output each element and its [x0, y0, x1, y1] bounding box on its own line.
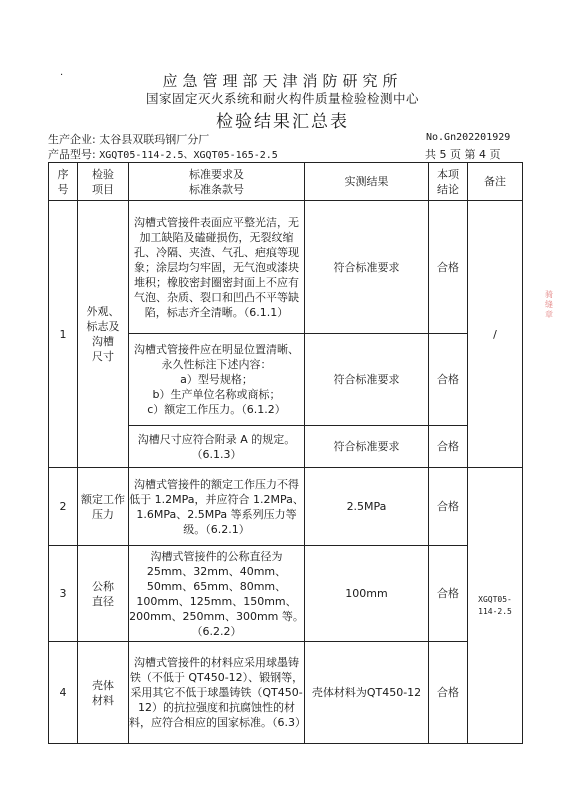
row-requirement: 沟槽式管接件的公称直径为 25mm、32mm、40mm、50mm、65mm、80mm、100mm、125mm、150mm、200mm、250mm、300mm 等。（6.2.2） [129, 546, 305, 642]
center-name: 国家固定灭火系统和耐火构件质量检验检测中心 [145, 91, 419, 106]
header-result: 实测结果 [305, 163, 429, 201]
row-item: 外观、 标志及 沟槽 尺寸 [78, 201, 129, 468]
header-remark: 备注 [468, 163, 523, 201]
row-conclusion: 合格 [429, 201, 468, 334]
seam-stamp: 骑缝章 [545, 290, 553, 319]
row-item: 壳体 材料 [78, 642, 129, 744]
row-number: 1 [49, 201, 78, 468]
row-requirement: 沟槽式管接件应在明显位置清晰、永久性标注下述内容： a）型号规格； b）生产单位名称或商标； c）额定工作压力。（6.1.2） [129, 334, 305, 426]
results-table [48, 162, 523, 744]
row-item: 公称 直径 [78, 546, 129, 642]
row-conclusion: 合格 [429, 426, 468, 468]
row-result: 符合标准要求 [305, 426, 429, 468]
report-number: No.Gn202201929 [426, 132, 511, 143]
table-row [49, 201, 523, 334]
row-conclusion: 合格 [429, 546, 468, 642]
row-requirement: 沟槽式管接件表面应平整光洁，无加工缺陷及磕碰损伤，无裂纹缩孔、冷隔、夹渣、气孔、疤痕等现象；涂层均匀牢固，无气泡或漆块堆积；橡胶密封圈密封面上不应有气泡、杂质、裂口和凹凸不平等缺陷，标志齐全清晰。（6.1.1） [129, 201, 305, 334]
row-remark: / [468, 201, 523, 468]
table-row [49, 468, 523, 546]
header-item: 检验 项目 [78, 163, 129, 201]
row-requirement: 沟槽式管接件的材料应采用球墨铸铁（不低于 QT450-12）、锻钢等，采用其它不低于球墨铸铁（QT450-12）的抗拉强度和抗腐蚀性的材料，应符合相应的国家标准。（6.3） [129, 642, 305, 744]
institute-name: 应急管理部天津消防研究所 [162, 72, 403, 90]
header-requirement: 标准要求及 标准条款号 [129, 163, 305, 201]
page-info: 共 5 页 第 4 页 [425, 148, 501, 161]
row-result: 2.5MPa [305, 468, 429, 546]
row-conclusion: 合格 [429, 468, 468, 546]
document-page: · 应急管理部天津消防研究所 国家固定灭火系统和耐火构件质量检验检测中心 检验结果汇总表 生产企业: 太谷县双联玛钢厂分厂 No.Gn202201929 产品型号: XGQT05-114-2.5、XGQT05-165-2.5 共 5 页 第 4 页 骑缝章 序 号 检验 项目 标准要求及 标准条款号 实测结果 本项 结论 备注 1 外观、 标志及 沟槽 尺寸 沟槽式管接件表面应平整光洁，无加工缺陷及磕碰损伤，无裂纹缩孔、冷隔、夹渣、气孔、疤痕等现象；涂层均匀牢固，无气泡或漆块堆积；橡胶密封圈密封面上不应有气泡、杂质、裂口和凹凸不平等缺陷，标志齐全清晰。（6.1.1） 符合标准要求 合格 / 沟槽式管接件应在明显位置清晰、永久性标注下述内容： a）型号规格； b）生产单位名称或商标； c）额定工作压力。（6.1.2） 符合标准要求 合格 沟槽尺寸应符合附录 A 的规定。（6.1.3） 符合标准要求 合格 2 额定工作 压力 沟槽式管接件的额定工作压力不得低于 1.2MPa，并应符合 1.2MPa、1.6MPa、2.5MPa 等系列压力等级。（6.2.1） 2.5MPa 合格 XGQT05- 114-2.5 3 公称 直径 沟槽式管接件的公称直径为 25mm、32mm、40mm、50mm、65mm、80mm、100mm、125mm、150mm、200mm、250mm、300mm 等。（6.2.2） 100mm 合格 4 壳体 材料 沟槽式管接件的材料应采用球墨铸铁（不低于 QT450-12）、锻钢等，采用其它不低于球墨铸铁（QT450-12）的抗拉强度和抗腐蚀性的材料，应符合相应的国家标准。（6.3） 壳体材料为QT450-12 合格 [0, 0, 565, 800]
row-conclusion: 合格 [429, 642, 468, 744]
table-row [49, 546, 523, 642]
row-number: 2 [49, 468, 78, 546]
row-result: 壳体材料为QT450-12 [305, 642, 429, 744]
row-number: 3 [49, 546, 78, 642]
model-value: XGQT05-114-2.5、XGQT05-165-2.5 [99, 150, 278, 161]
table-header-row [49, 163, 523, 201]
row-number: 4 [49, 642, 78, 744]
row-remark: XGQT05- 114-2.5 [468, 468, 523, 744]
producer-line [48, 131, 209, 147]
producer-label: 生产企业: [48, 133, 96, 146]
table-row [49, 642, 523, 744]
header-no: 序 号 [49, 163, 78, 201]
row-result: 100mm [305, 546, 429, 642]
producer-value: 太谷县双联玛钢厂分厂 [99, 133, 210, 146]
model-label: 产品型号: [48, 148, 96, 161]
row-conclusion: 合格 [429, 334, 468, 426]
row-requirement: 沟槽式管接件的额定工作压力不得低于 1.2MPa，并应符合 1.2MPa、1.6MPa、2.5MPa 等系列压力等级。（6.2.1） [129, 468, 305, 546]
row-requirement: 沟槽尺寸应符合附录 A 的规定。（6.1.3） [129, 426, 305, 468]
row-result: 符合标准要求 [305, 201, 429, 334]
row-item: 额定工作 压力 [78, 468, 129, 546]
model-line [48, 146, 278, 162]
header-conclusion: 本项 结论 [429, 163, 468, 201]
page-title: 检验结果汇总表 [216, 112, 349, 132]
row-result: 符合标准要求 [305, 334, 429, 426]
